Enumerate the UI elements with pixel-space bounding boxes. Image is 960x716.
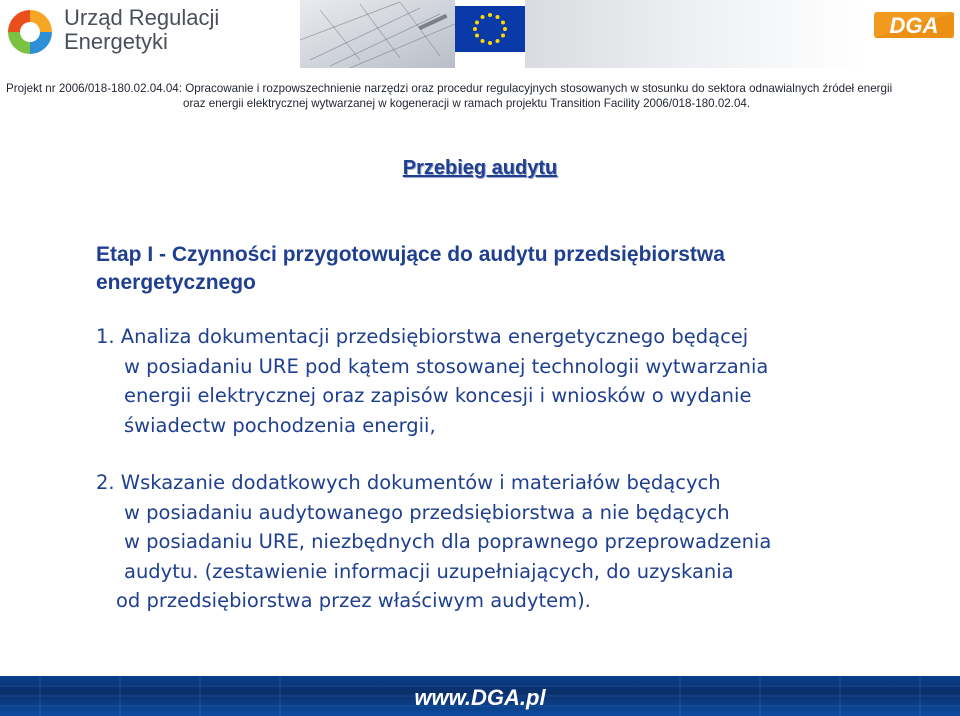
dga-logo [872, 4, 956, 44]
list-item-1-line2: w posiadaniu URE pod kątem stosowanej technologii wytwarzania [124, 354, 769, 378]
list-item-2-line5: od przedsiębiorstwa przez właściwym audytem). [116, 589, 591, 612]
banner-background [525, 0, 865, 68]
list-item-1-line1: 1. Analiza dokumentacji przedsiębiorstwa energetycznego będącej [96, 325, 749, 348]
list-item-2 [96, 468, 771, 616]
list-item-1-line4: świadectw pochodzenia energii, [124, 413, 436, 437]
slide-title: Przebieg audytu [402, 157, 558, 179]
project-info-line1: Projekt nr 2006/018-180.02.04.04: Opracowanie i rozpowszechnienie narzędzi oraz procedur regulacyjnych stosowanych w stosunku do sektora odnawialnych źródeł energii [6, 82, 893, 95]
footer-website-link[interactable]: www.DGA.pl [414, 685, 546, 710]
stage-heading [96, 241, 896, 297]
ure-logo-icon [4, 6, 56, 58]
stage-heading-line2: energetycznego [96, 271, 256, 294]
eu-flag-icon [455, 6, 525, 52]
stage-heading-line1: Etap I - Czynności przygotowujące do audytu przedsiębiorstwa [96, 243, 725, 266]
list-item-1 [96, 322, 768, 440]
org-name-line1: Urząd Regulacji [64, 5, 220, 30]
list-item-2-line3: w posiadaniu URE, niezbędnych dla poprawnego przeprowadzenia [124, 530, 772, 553]
org-name [64, 6, 219, 54]
list-item-1-line3: energii elektrycznej oraz zapisów koncesji i wniosków o wydanie [124, 384, 752, 407]
dga-logo-text: DGA [889, 13, 939, 38]
org-name-line2: Energetyki [64, 29, 168, 54]
list-item-2-line1: 2. Wskazanie dodatkowych dokumentów i materiałów będących [96, 471, 721, 494]
footer [0, 676, 960, 716]
list-item-2-line2: w posiadaniu audytowanego przedsiębiorstwa a nie będących [124, 500, 730, 524]
banner-photo [300, 0, 455, 68]
header [0, 0, 960, 72]
project-info [0, 72, 960, 116]
list-item-2-line4: audytu. (zestawienie informacji uzupełniających, do uzyskania [124, 559, 734, 583]
project-info-line2: oraz energii elektrycznej wytwarzanej w kogeneracji w ramach projektu Transition Facility 2006/018-180.02.04. [183, 97, 751, 110]
